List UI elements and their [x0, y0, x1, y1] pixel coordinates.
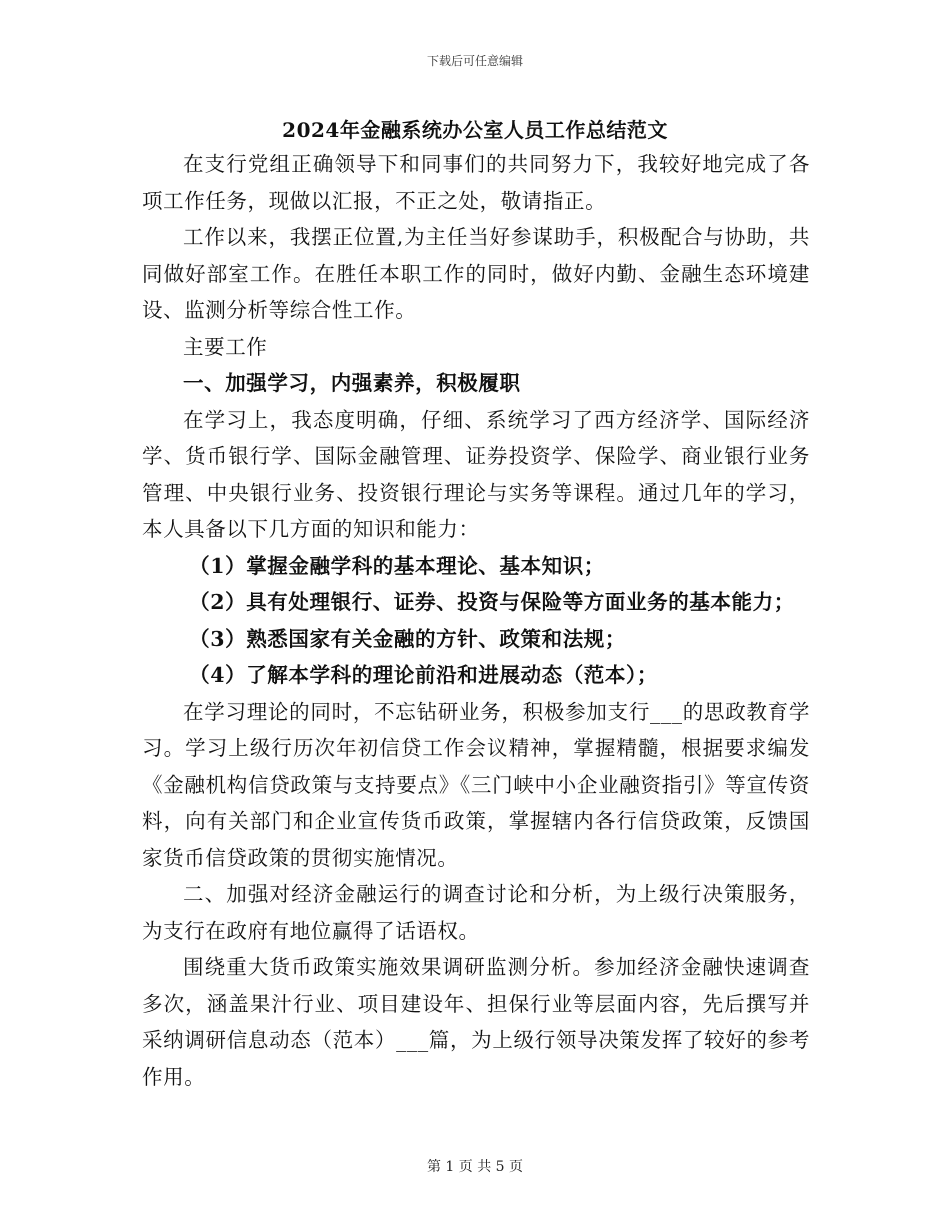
- paragraph-research: 围绕重大货币政策实施效果调研监测分析。参加经济金融快速调查多次，涵盖果汁行业、项目建设年、担保行业等层面内容，先后撰写并采纳调研信息动态（范本）___篇，为上级行领导决策发挥了较好的参考作用。: [142, 955, 810, 1089]
- paragraph-business-study: 在学习理论的同时，不忘钻研业务，积极参加支行___的思政教育学习。学习上级行历次年初信贷工作会议精神，掌握精髓，根据要求编发《金融机构信贷政策与支持要点》《三门峡中小企业融资指引》等宣传资料，向有关部门和企业宣传货币政策，掌握辖内各行信贷政策，反馈国家货币信贷政策的贯彻实施情况。: [142, 699, 810, 870]
- document-body: [142, 146, 810, 1095]
- ability-item-1: （1）掌握金融学科的基本理论、基本知识；: [189, 553, 605, 578]
- paragraph-intro: 在支行党组正确领导下和同事们的共同努力下，我较好地完成了各项工作任务，现做以汇报，不正之处，敬请指正。: [142, 152, 810, 213]
- paragraph-study: 在学习上，我态度明确，仔细、系统学习了西方经济学、国际经济学、货币银行学、国际金融管理、证券投资学、保险学、商业银行业务管理、中央银行业务、投资银行理论与实务等课程。通过几年的学习，本人具备以下几方面的知识和能力：: [142, 407, 810, 541]
- ability-item-3: （3）熟悉国家有关金融的方针、政策和法规；: [189, 626, 627, 651]
- ability-item-4: （4）了解本学科的理论前沿和进展动态（范本）；: [189, 663, 658, 687]
- section-heading-2: 二、加强对经济金融运行的调查讨论和分析，为上级行决策服务，为支行在政府有地位赢得了话语权。: [142, 882, 810, 943]
- header-note: 下载后可任意编辑: [426, 54, 523, 68]
- paragraph-position: 工作以来，我摆正位置,为主任当好参谋助手，积极配合与协助，共同做好部室工作。在胜任本职工作的同时，做好内勤、金融生态环境建设、监测分析等综合性工作。: [142, 225, 810, 322]
- section-heading-1: 一、加强学习，内强素养，积极履职: [183, 371, 521, 395]
- ability-item-2: （2）具有处理银行、证券、投资与保险等方面业务的基本能力；: [189, 590, 795, 614]
- section-label-main-work: 主要工作: [183, 334, 268, 359]
- page-footer: 第 1 页 共 5 页: [426, 1159, 524, 1175]
- document-title: 2024年金融系统办公室人员工作总结范文: [282, 118, 668, 142]
